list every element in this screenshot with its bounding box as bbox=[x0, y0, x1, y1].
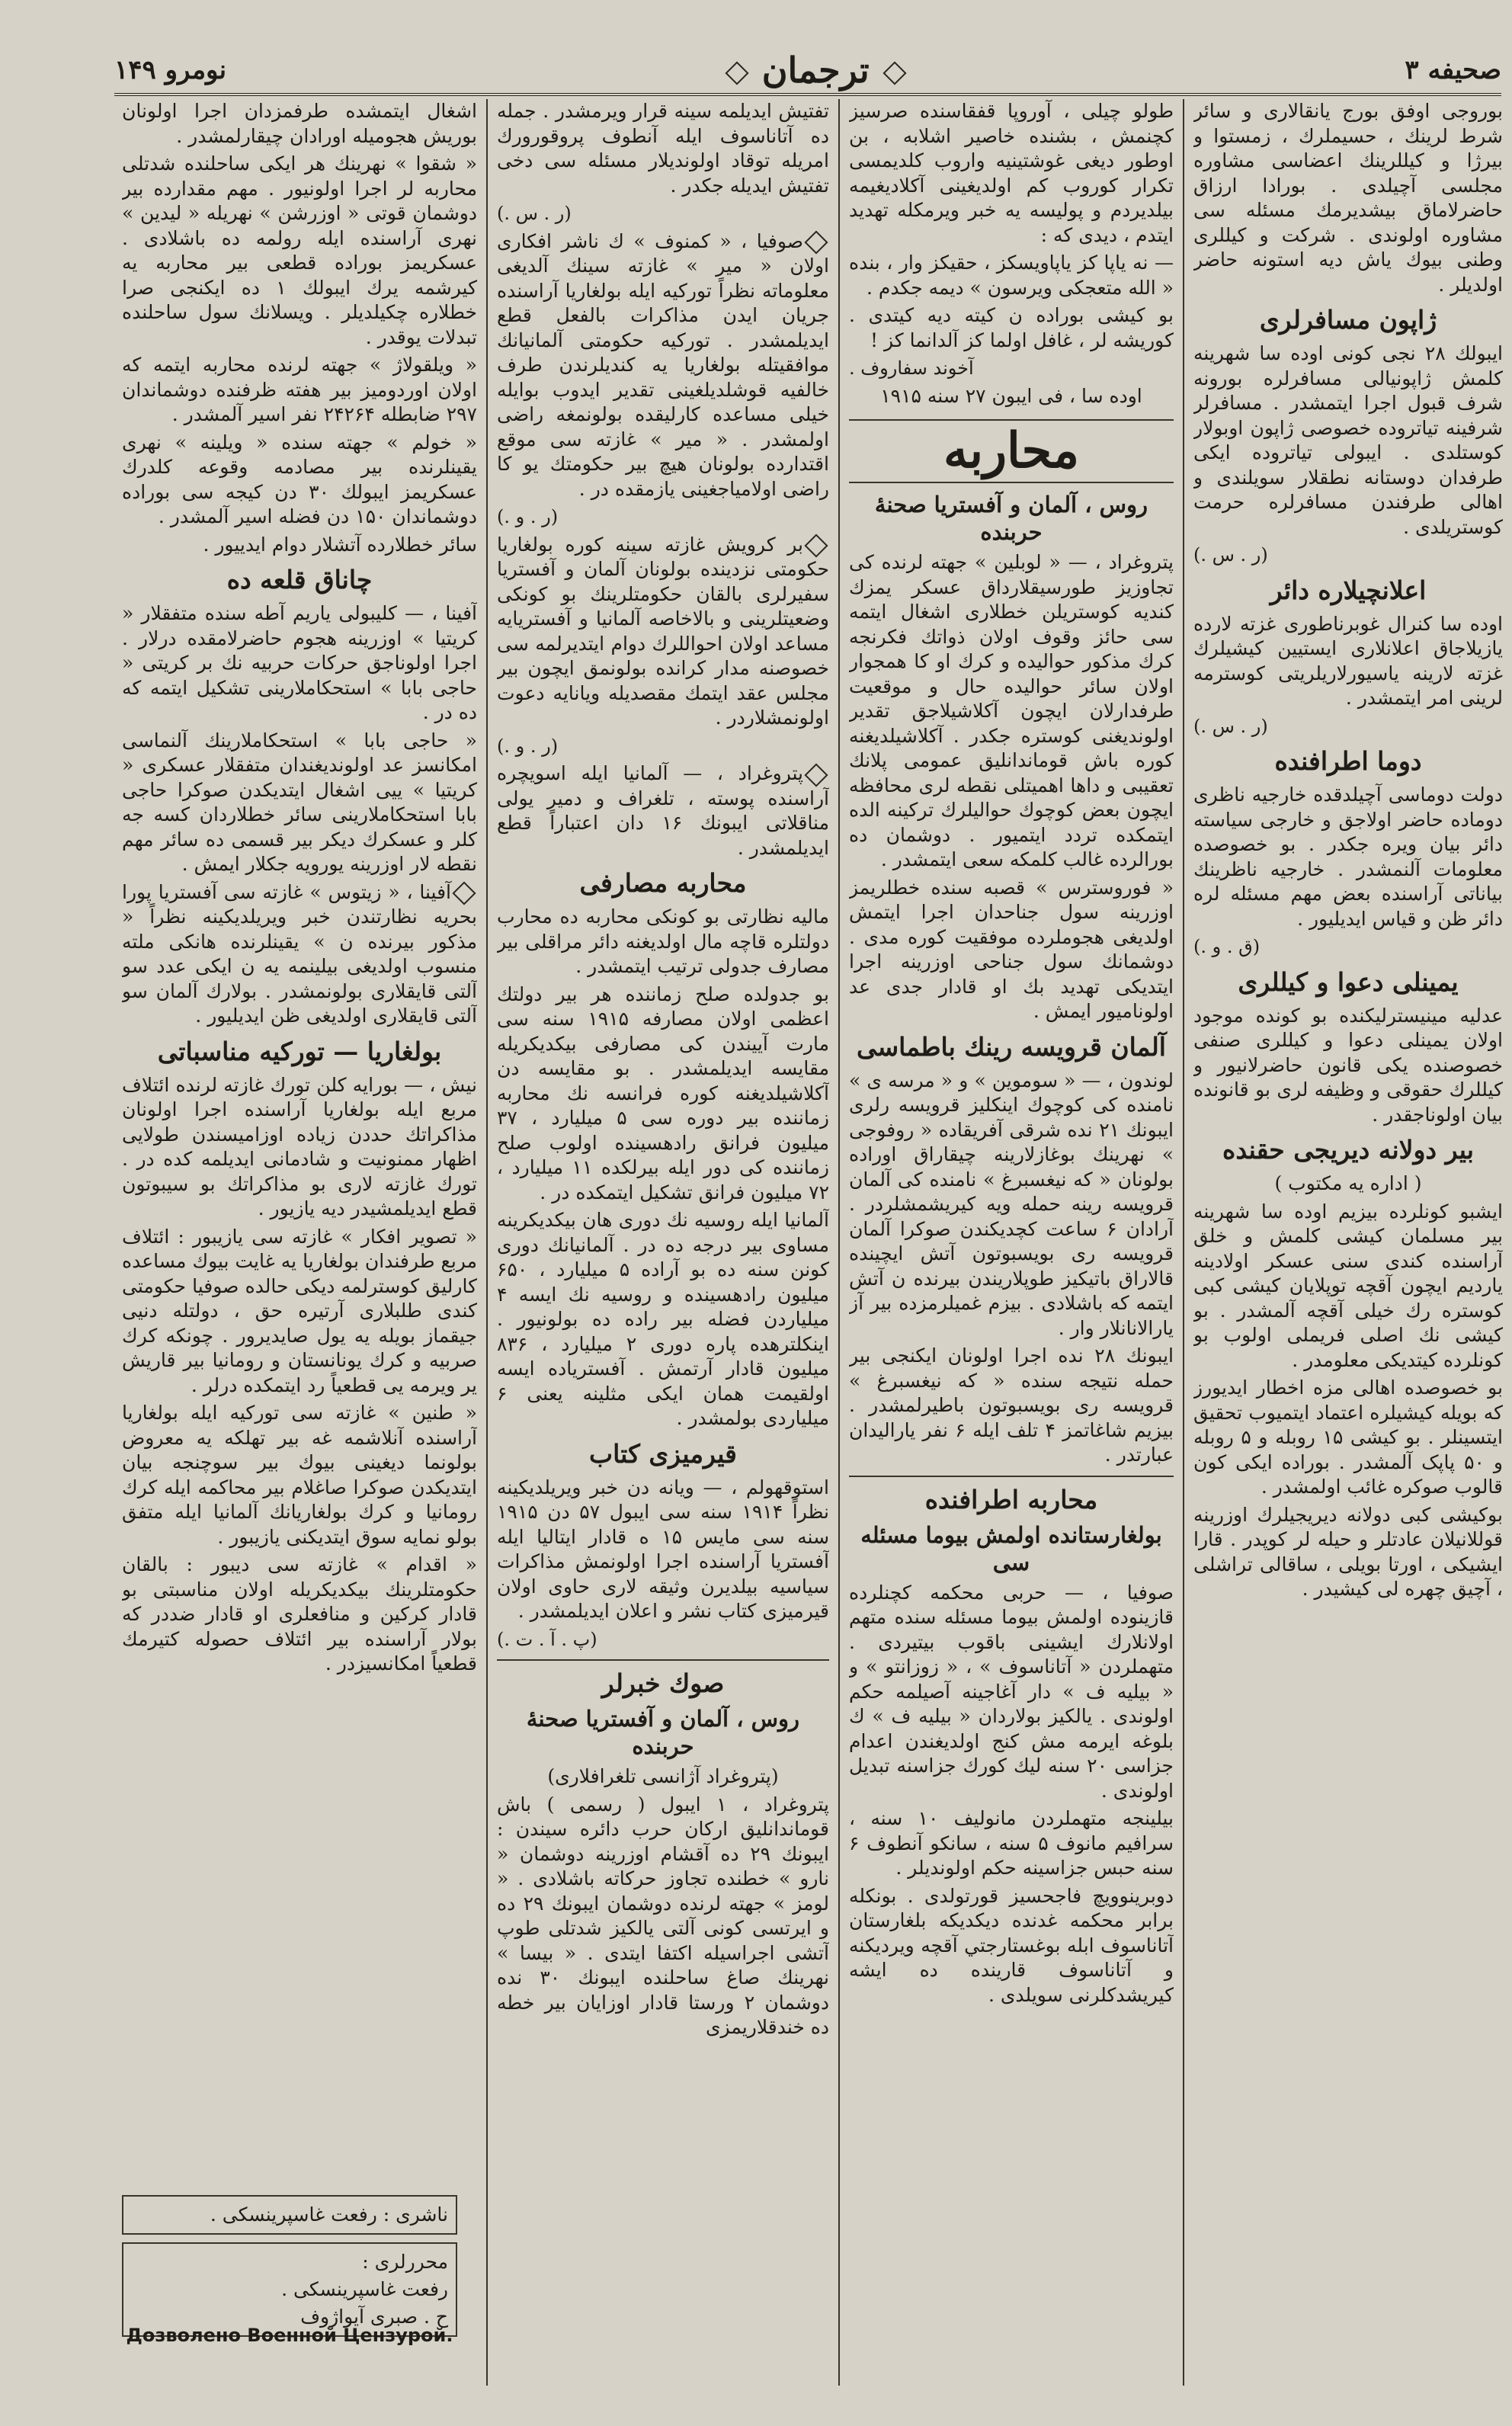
headline: روس ، آلمان و آفستریا صحنهٔ حربنده bbox=[526, 1706, 800, 1759]
ornament-icon bbox=[452, 881, 476, 905]
headline: چاناق قلعه ده bbox=[226, 565, 373, 594]
headline: محاربه اطرافنده bbox=[924, 1484, 1098, 1514]
signature: (ق . و .) bbox=[1193, 936, 1261, 957]
article-text bbox=[497, 229, 829, 502]
article-text-body: بر کرویش غازته سینه کوره بولغاریا حکومتی نزدینده بولونان آلمان و آفستریا سفیرلری بالقان حکومتلرینك بو کونکی وضعیتلرینی و بالاخاصه آلمانیا و آفستریایه مساعد اولان احواللرك دوام ایتدیرلمه سی خصوصنه مدار کرانده بولونمق ایچون بیر مجلس عقد ایتمك مقصدیله ویانایه دعوت اولونمشلاردر . bbox=[497, 533, 829, 729]
column-rule bbox=[838, 99, 840, 2386]
article-text: دولت دوماسی آچیلدقده خارجیه ناظری دوماده حاضر اولاجق و خارجی سیاسته دائر بیان ویره جکدر . بو خصوصده معلومات آلنمشدر . خارجیه ناظرینك بیاناتی آراسنده بعض مهم مسئله لره دائر ظن و قیاس ایدیلیور . bbox=[1193, 784, 1503, 930]
censor-note: Дозволено Военной Цензурой. bbox=[126, 2325, 453, 2346]
headline: بولغاریا — تورکیه مناسباتی bbox=[157, 1036, 442, 1066]
signature: (ر . س .) bbox=[497, 203, 572, 224]
divider bbox=[849, 1476, 1174, 1477]
publisher-label: ناشری : bbox=[383, 2203, 448, 2226]
headline: بیر دولانه دیریجی حقنده bbox=[1222, 1135, 1474, 1165]
article-text: آلمانیا ایله روسیه نك دوری هان بیکدیکرینه مساوی بیر درجه ده در . آلمانیانك دوری کونن سنه ده بو آراده ۵ میلیارد ، ۶۵۰ میلیون رادهسینده و روسیه نك ایسه ۴ میلیاردن فضله بیر راده ده بولونیور . اینکلترهده پاره دوری ۲ میلیارد ، ۸۳۶ میلیون قادار آرتمش . آفستریاده ایسه اولقیمت همان ایکی مثلینه یعنی ۶ میلیاردی بولمشدر . bbox=[497, 1209, 829, 1429]
headline: بولغارستانده اولمش بیوما مسئله سی bbox=[860, 1521, 1162, 1575]
paper-title-text: ترجمان bbox=[761, 50, 870, 91]
column-1 bbox=[1193, 99, 1503, 2416]
article-text: « شقوا » نهرینك هر ایکی ساحلنده شدتلی محاربه لر اجرا اولونیور . مهم مقدارده بیر دوشمان قوتی « اوزرشن » نهریله « لیدین » نهری آراسنده ایله رولمه ده باشلادی . عسکریمز بوراده قطعی بیر محاربه یه کیرشمه یرك ایبولك ۱ ده ایکنجی صرا خطلاره چکیلدیلر . ویسلانك سول ساحلنده تبدلات یوقدر . bbox=[122, 152, 477, 348]
editors-label: محررلری : bbox=[362, 2251, 448, 2273]
article-text bbox=[497, 761, 829, 860]
article-text bbox=[497, 533, 829, 731]
headline: یمینلی دعوا و کیللری bbox=[1238, 966, 1459, 997]
article-text: ایشبو کونلرده بیزیم اوده سا شهرینه بیر مسلمان کیشی کلمش و خلق آراسنده کندی سنی عسکر اولادینه یاردیم ایچون آقچه توپلایان کیشی کبی کوستره رك خیلی آقچه آلمشدر . بو کیشی نك اصلی فریملی اولوب بو کونلرده کیتدیکی معلومدر . bbox=[1193, 1200, 1503, 1371]
editors-box bbox=[122, 2242, 457, 2337]
headline: آلمان قرویسه رینك باطماسی bbox=[857, 1031, 1166, 1062]
ornament-icon bbox=[804, 230, 828, 254]
article-text: پتروغراد ، — « لوبلین » جهته لرنده کی تجاوزیز طورسیقلارداق عسکر یمزك کنديه کوستریلن خطلاری اشغال ایتمه سی حائز وقوف اولان ذواتك فکرنجه کرك مذکور حوالیده و کرك او کا همجوار اولان سائر حوالیده حال و موقعیت طرفدارلان ایچون آکلاشیلاجق تقدیر اولوندیغنی کوستره جکدر . آکلاشیلدیغنه کوره باش قوماندانلیق عمومی پلانك تعقیبی و داها اهمیتلی نقطه لری محافظه ایچون بعض کوچوك حوالیلرك ترکینه الده ایتمکده تردد ایتمیور . دوشمان ده بورالرده غالب کلمکه سعی ایتمشدر . bbox=[849, 551, 1174, 870]
article-text: ایبولك ۲۸ نجی کونی اوده سا شهرینه کلمش ژاپونیالی مسافرلره بورونه شرف قبول اجرا ایتمشدر . مسافرلر شرفینه تیاتروده خصوصی ژاپون اوبولار کوستلدی . ایبولی تیاتروده ایکی طرفدان دوستانه نطقلار سویلندی و اهالی طرفندن مسافرلره حرمت کوستریلدی . bbox=[1193, 342, 1503, 538]
article-text: آفینا ، — کلیبولی یاریم آطه سنده متفقلار « کریتیا » اوزرینه هجوم حاضرلامقده درلار . اجرا اولوناجق حرکات حربیه نك بر کریتی « حاجی بابا » استحکاملارینی تشکیل ایتمه که ده در . bbox=[122, 602, 477, 723]
subheadline: ( اداره یه مکتوب ) bbox=[1274, 1172, 1422, 1194]
headline: ژاپون مسافرلری bbox=[1259, 305, 1437, 335]
article-text-body: صوفیا ، « کمنوف » ك ناشر افکاری اولان « میر » غازته سینك آلدیغی معلوماته نظراً تورکیه ایله بولغاریا آراسنده جریان ایدن مذاکرات بالفعل قطع ایدیلمشدر . تورکیه حکومتی آلمانیانك موافقیتله بولغاریا یه کندیلرندن طرف خالفیه قوشلدیلغینی تقدیر ایدوب بوایله خیلی مساعده کارلیقده بولونمغه راضی اولمشدر . « میر » غازته سی موقع اقتدارده بولونان هیچ بیر حکومتك یو کا راضی اولامیاجغینی یازمقده در . bbox=[497, 229, 829, 500]
paper-title bbox=[724, 50, 908, 91]
article-text: دوبرینوویچ فاجحسیز قورتولدی . بونکله برابر محکمه غدنده دیکدیکه بلغارستان آتاناسوف ابله بوغستارجتي آقچه ویردیکنه و آتاناسوف قارینده ده ایشه کیریشدکلرنی سویلدی . bbox=[849, 1884, 1174, 2006]
subheadline: (پتروغراد آژانسی تلغرافلاری) bbox=[547, 1765, 779, 1787]
article-text: بو کیشی بوراده ن کیته دیه کیتدی . کوریشه لر ، غافل اولما کز آلدانما کز ! bbox=[849, 304, 1174, 351]
article-text: ایبونك ۲۸ نده اجرا اولونان ایکنجی بیر حمله نتیجه سنده « که نیغسبرغ » قرویسه ری بویسبوتون باطیرلمشدر . بیزیم شاغاتمز ۴ تلف ایله ۶ نفر یارالیدان عبارتدر . bbox=[849, 1344, 1174, 1466]
ornament-icon bbox=[725, 61, 748, 85]
article-text-body: آفینا ، « زیتوس » غازته سی آفستریا پورا بحریه نظارتندن خبر ویریلدیکینه نظراً « مذکور بیرنده ن » یقینلرنده هانکی ملته منسوب اولدیغی بیلینمه یه ن ایکی عدد سو آلتی قایقلاری بولونمشدر . بولارك آلمان سو آلتی قایقلاری اولدیغی ظن ایدیلیور . bbox=[122, 880, 477, 1027]
headline: دوما اطرافنده bbox=[1274, 746, 1422, 776]
section-title: محاربه bbox=[849, 419, 1174, 483]
article-text: بو خصوصده اهالی مزه اخطار ایدیورز که بویله کیشیلره اعتماد ایتمیوب تحقیق ایتسینلر . بو کیشی ۱۵ روبله و ۵ روبله و ۵۰ پاپک آلمشدر . بوراده ایکی کون قالوب صوکره غائب اولمشدر . bbox=[1193, 1376, 1503, 1498]
article-text: بوکیشی کبی دولانه دیریجیلرك اوزرینه قوللانیلان عادتلر و حیله لر کوپدر . قارا ایشیکی ، اورتا بویلی ، ساقالی تراشلی ، آچیق چهره لی کیشیدر . bbox=[1193, 1503, 1503, 1600]
article-text: عدلیه مینیسترلیکنده بو کونده موجود اولان یمینلی دعوا و کیللری صنفی خصوصنده یکی قانون حاضرلانیور و کیللرك حقوقی و وظیفه لری بو قانونده بیان اولوناجقدر . bbox=[1193, 1004, 1503, 1126]
publisher-box bbox=[122, 2195, 457, 2235]
page-label: صحیفه ۳ bbox=[1405, 55, 1501, 85]
article-text: « حاجی بابا » استحکاملارینك آلنماسی امکانسز عد اولوندیغندان متفقلار عسکری « کریتیا » ییی اشغال ایتدیکدن صوکرا حاجی بابا استحکاملارینی سائر خطلاردان کسه جه کلر و عسکرك دیکر بیر قسمی ده سائر مهم نقطه لار اوزرینه یورویه جکلار ایمش . bbox=[122, 729, 477, 875]
article-text: بیلینجه متهملردن مانولیف ۱۰ سنه ، سرافیم مانوف ۵ سنه ، سانکو آنطوف ۶ سنه حبس جزاسینه حکم اولوندیلر . bbox=[849, 1807, 1174, 1879]
article-text: سائر خطلارده آتشلار دوام ایدییور . bbox=[203, 533, 477, 556]
ornament-icon bbox=[883, 61, 906, 85]
issue-label: نومرو ۱۴۹ bbox=[114, 55, 227, 85]
column-rule bbox=[486, 99, 488, 2386]
headline: قیرمیزی کتاب bbox=[589, 1438, 737, 1469]
article-text: استوقهولم ، — ویانه دن خبر ویریلدیکینه نظراً ۱۹۱۴ سنه سی ایبول ۵۷ دن ۱۹۱۵ سنه سی مایس ۱۵ ه قادار ایتالیا ایله آفستریا آراسنده اجرا اولونمش مذاکرات سیاسیه بیلدیرن وثیقه لاری حاوی اولان قیرمیزی کتاب نشر و اعلان ایدیلمشدر . bbox=[497, 1476, 829, 1622]
article-text: « اقدام » غازته سی دیبور : بالقان حکومتلرینك بیکدیکریله اولان مناسبتی بو قادار کرکین و منافعلری او قادار ضددر که بولار آراسنده بیر ائتلاف حصوله کتیرمك قطعیاً امکانسیزدر . bbox=[122, 1553, 477, 1674]
signature: (ر . س .) bbox=[1193, 544, 1268, 566]
article-text: لوندون ، — « سوموین » و « مرسه ی » نامنده کی کوچوك اینکلیز قرویسه رلری ایبونك ۲۱ نده شرقی آفریقاده « روفوجی » نهرینك بوغازلارینه چیقاراق اوراده بولونان « که نیغسبرغ » نامنده کی آلمان قرویسه رینه حمله ویه کیریشمشلردر . آرادان ۶ ساعت کچدیکندن صوکرا آلمان قرویسه ری بویسبوتون آتش ایچینده قالاراق باتیکیز طوپلاریندن بیرنده ن آتش ایتمه که باشلادی . بیزم غمیلرمزده بیر آز یارالانانلار وار . bbox=[849, 1069, 1174, 1339]
divider bbox=[497, 1659, 829, 1661]
imprint bbox=[122, 2195, 457, 2344]
headline: صوك خبرلر bbox=[601, 1668, 725, 1698]
article-text: « فوروسترس » قصبه سنده خطلریمز اوزرینه سول جناحدان اجرا ایتمش اولدیغی هجوملرده موفقیت کوره مدی . دوشمانك سول جناحی اوزرینه اجرا ایتدیکی تهدید بك او قادار جدی عد اولونامیور ایمش . bbox=[849, 876, 1174, 1022]
editor-name: ح . صبری آیواژوف bbox=[300, 2306, 448, 2328]
dateline: اوده سا ، فی ایبون ۲۷ سنه ۱۹۱۵ bbox=[880, 384, 1142, 407]
article-text: اشغال ایتمشده طرفمزدان اجرا اولونان بوریش هجومیله اورادان چیقارلمشدر . bbox=[122, 100, 477, 147]
article-text: پتروغراد ، ۱ ایبول ( رسمی ) باش قوماندانلیق ارکان حرب دائره سیندن : ایبونك ۲۹ ده آقشام اوزرینه دوشمان « نارو » خطنده تجاوز حرکاته باشلادی . « لومز » جهته لرنده دوشمان ایبونك ۲۹ ده و ایرتسی کونی آلتی یالکیز شدتلی طوپ آتشی اجراسیله اکتفا ایتدی . « بیسا » نهرینك صاغ ساحلنده ایبونك ۳۰ نده دوشمان ۲ ورستا قادار اوزایان بیر خطه ده خندقلاریمزی bbox=[497, 1793, 829, 2038]
article-text-body: پتروغراد ، — آلمانیا ایله اسویچره آراسنده پوسته ، تلغراف و دمیر یولی مناقلاتی ایبونك ۱۶ دان اعتباراً قطع ایدیلمشدر . bbox=[497, 762, 829, 859]
article-text: طولو چیلی ، آوروپا قفقاسنده صرسیز کچنمش ، بشنده خاصیر اشلابه ، بن اوطور دیغی غوشتینیه واروب کلدیمسی تکرار کوروب کم اولدیغینی آکلادیغیمه بیلدیردم و پولیسه یه خبر ویرمکله تهدید ایتدم ، دیدی که : bbox=[849, 100, 1174, 246]
headline: روس ، آلمان و آفستریا صحنهٔ حربنده bbox=[874, 492, 1148, 545]
article-text: « طنین » غازته سی تورکیه ایله بولغاریا آراسنده آنلاشمه غه بیر تهلکه یه معروض بولونما دیغینی بیوك بیر سوچنجه بیان ایتدیکدن صوکرا صاغلام بیر محاکمه ایله کرك رومانیا و کرك بولغاریانك آلمانیا ایله متفق بولو نمایه سوق ایتدیکنی یازیبور . bbox=[122, 1402, 477, 1548]
signature: (ر . و .) bbox=[497, 735, 559, 757]
column-3 bbox=[497, 99, 829, 2416]
column-2 bbox=[849, 99, 1174, 2416]
article-text: نیش ، — بورایه کلن تورك غازته لرنده ائتلاف مربع ایله بولغاریا آراسنده اجرا اولونان مذاکراتك حددن زیاده اوزامیسندن طولایی اظهار ممنونیت و شادمانی ایدیلمه کده در . تورك غازته لاری بو مذاکراتك بو سیبوتون قطع ایدیلمشیدر دیه یازیور . bbox=[122, 1073, 477, 1219]
article-text: بوروجی اوفق بورج یانقالاری و سائر شرط لرینك ، حسیملرك ، زمستوا و بیرژا و کیللرینك اعضاسی مشاوره مجلسی آچیلدی . بورادا ارزاق حاضرلاماق بیشدیرمك مسئله سی مشاوره اولوندی . شرکت و کیللری وطنی بیوك یاش دیه استونه حاضر اولدیلر . bbox=[1193, 100, 1503, 296]
article-text: — نه یاپا کز یاپاویسکز ، حقیکز وار ، بنده « الله متعجکی ویرسون » دیمه جکدم . bbox=[849, 252, 1174, 299]
editor-name: رفعت غاسپرینسکی . bbox=[281, 2278, 448, 2300]
article-text: « تصویر افکار » غازته سی یازیبور : ائتلاف مربع طرفندان بولغاریا یه غایت بیوك مساعده کارلیق کوسترلمه دیکی حالده صوفیا حکومتی کندی طلبلاری آرتیره حق ، دولتله دنیی جیقماز بویله یه یول صایدیرور . چونکه کرك صربیه و کرك یونانستان و رومانیا بیر قاریش یر ویرمه یی قطعیاً رد ایتمکده درلر . bbox=[122, 1225, 477, 1396]
signature: آخوند سفاروف . bbox=[849, 357, 974, 379]
column-rule bbox=[1183, 99, 1184, 2386]
article-text: تفتیش ایدیلمه سینه قرار ویرمشدر . جمله ده آتاناسوف ایله آنطوف پروقورورك امریله توقاد اولوندیلار مسئله سی دخی تفتیش ایدیله جکدر . bbox=[497, 100, 829, 197]
ornament-icon bbox=[804, 534, 828, 557]
article-text bbox=[122, 880, 477, 1029]
headline: اعلانچیلاره دائر bbox=[1270, 575, 1427, 605]
signature: (ر . س .) bbox=[1193, 715, 1268, 737]
column-4 bbox=[122, 99, 477, 2187]
article-text: صوفیا ، — حربی محکمه کچنلرده قازینوده اولمش بیوما مسئله سنده متهم اولانلارك ایشینی باقوب بیتیردی . متهملردن « آتاناسوف » ، « زوزانتو » و « بیلیه ف » دار آغاجینه آصیلمه حکم اولوندی . یالکیز بولاردان « بیلیه ف » ك بلوغه ایرمه مش کنج اولدیغندن اعدام جزاسی ۲۰ سنه لیك کورك جزاسنه تبدیل اولوندی . bbox=[849, 1581, 1174, 1802]
ornament-icon bbox=[804, 763, 828, 787]
masthead bbox=[114, 47, 1501, 96]
signature: (ر . و .) bbox=[497, 506, 559, 527]
headline: محاربه مصارفی bbox=[579, 868, 747, 898]
article-text: اوده سا کنرال غوبرناطوری غزته لارده یازیلاجاق اعلانلاری ایستیین کیشیلرك غزته لارینه یاسیورلاریلریتی کوسترمه لرینی امر ایتمشدر . bbox=[1193, 612, 1503, 709]
article-text: مالیه نظارتی بو کونکی محاربه ده محارب دولتلره قاچه مال اولدیغنه دائر مراقلی بیر مصارف جدولی ترتیب ایتمشدر . bbox=[497, 905, 829, 977]
article-text: بو جدولده صلح زماننده هر بیر دولتك اعظمی اولان مصارفه ۱۹۱۵ سنه سی مارت آییندن کی مصارفی بیکدیکریله مقایسه ایدیلمشدر . بو مقایسه دن آکلاشیلدیغنه کوره فرانسه نك محاربه زماننده بیر دوره سی ۵ میلیارد ، ۳۷ میلیون فرانق رادهسینده اولوب صلح زماننده کی دور ایله بیرلکده ۱۱ میلیارد ، ۷۲ میلیون فرانق تشکیل ایتمکده در . bbox=[497, 982, 829, 1203]
article-text: « ویلقولاژ » جهته لرنده محاربه ایتمه که اولان اوردومیز بیر هفته ظرفنده دوشماندان ۲۹۷ ضابطله ۲۴۲۶۴ نفر اسیر آلمشدر . bbox=[122, 354, 477, 425]
signature: (پ . آ . ت .) bbox=[497, 1628, 597, 1650]
article-text: « خولم » جهته سنده « ویلینه » نهری یقینلرنده بیر مصادمه وقوعه کلدرك عسکریمز ایبولك ۳۰ دن کیجه سی بوراده دوشماندان ۱۵۰ دن فضله اسیر آلمشدر . bbox=[122, 431, 477, 527]
publisher-name: رفعت غاسپرینسکی . bbox=[210, 2203, 377, 2226]
